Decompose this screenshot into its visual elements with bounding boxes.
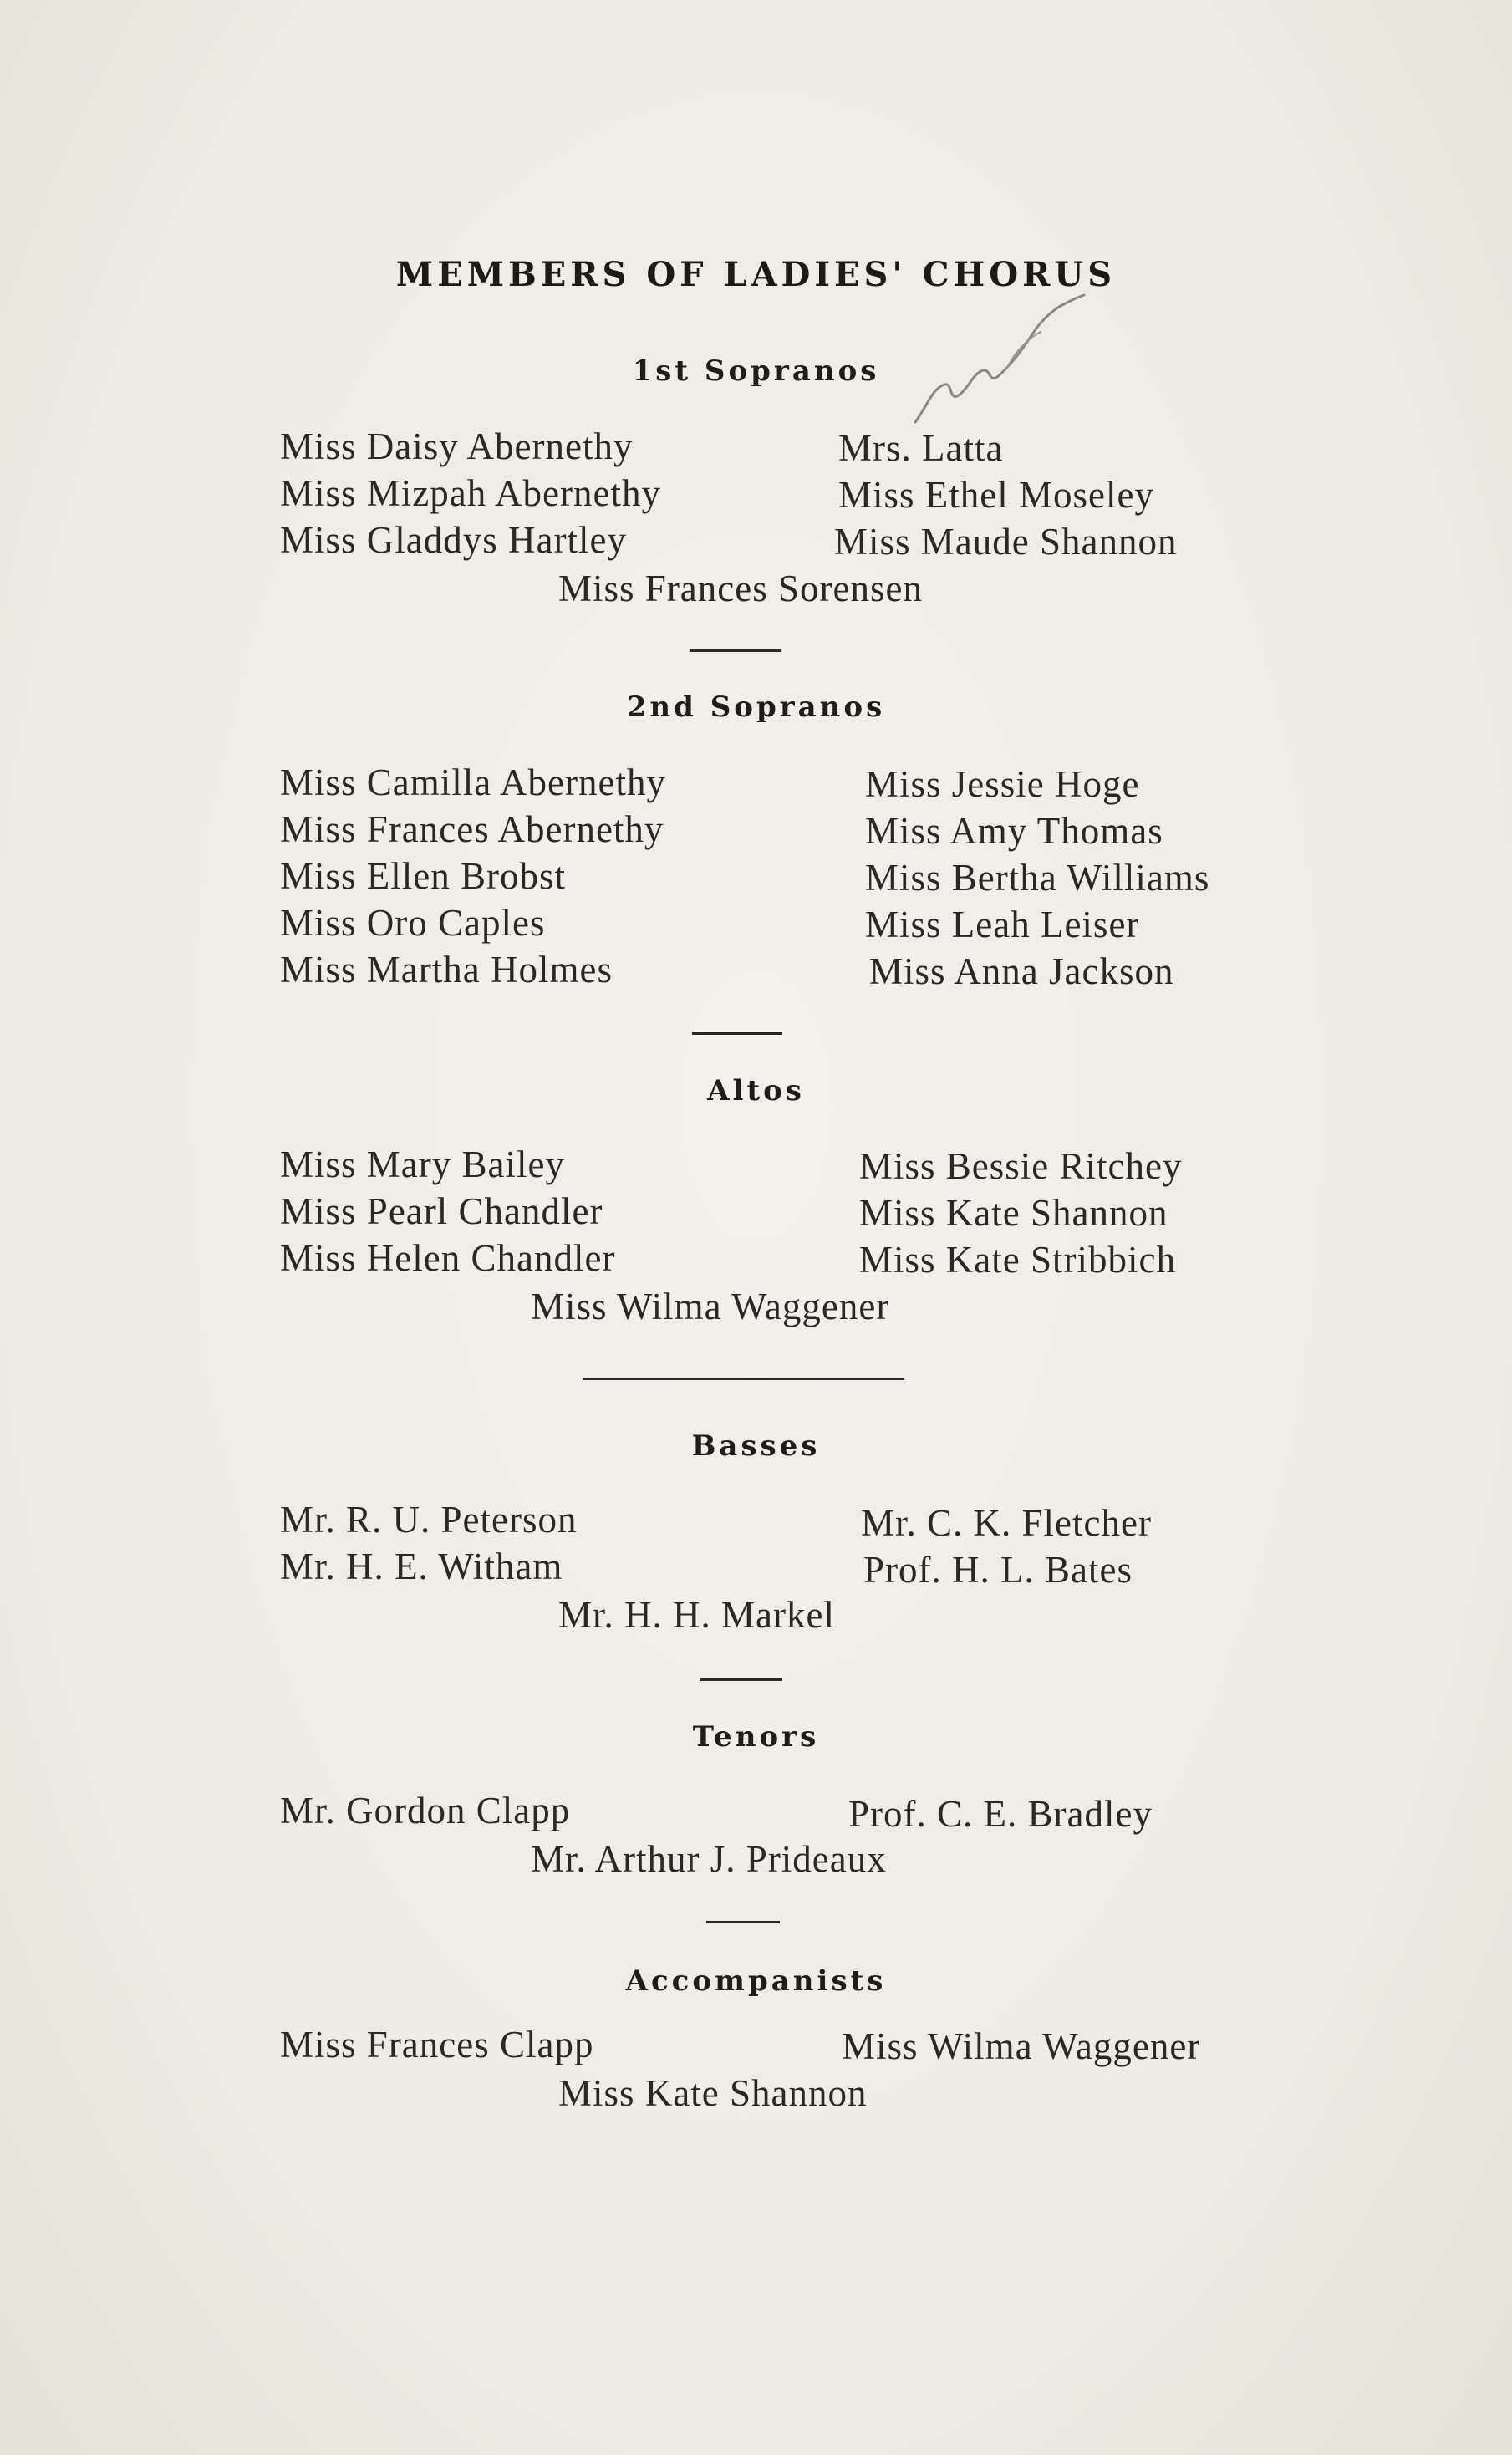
member-name: Miss Martha Holmes (280, 949, 613, 991)
document-title: MEMBERS OF LADIES' CHORUS (395, 255, 1117, 294)
member-name: Miss Oro Caples (280, 902, 546, 944)
member-name: Miss Amy Thomas (865, 810, 1163, 852)
member-name: Miss Ellen Brobst (280, 855, 567, 897)
member-name: Miss Gladdys Hartley (280, 519, 627, 561)
section-heading-tenors: Tenors (692, 1720, 820, 1754)
member-name: Prof. C. E. Bradley (848, 1793, 1153, 1835)
member-name: Miss Frances Sorensen (558, 568, 923, 609)
member-name: Miss Leah Leiser (865, 904, 1140, 945)
member-name: Mr. Gordon Clapp (280, 1790, 571, 1831)
member-name: Miss Kate Stribbich (859, 1239, 1176, 1281)
member-name: Miss Kate Shannon (558, 2072, 868, 2114)
member-name: Miss Ethel Moseley (838, 474, 1154, 516)
section-divider (700, 1678, 782, 1681)
member-name: Miss Jessie Hoge (865, 763, 1140, 805)
member-name: Miss Mizpah Abernethy (280, 472, 661, 514)
member-name: Mr. H. E. Witham (280, 1546, 563, 1587)
member-name: Mr. H. H. Markel (558, 1594, 835, 1636)
member-name: Miss Anna Jackson (869, 950, 1174, 992)
section-heading-1st-sopranos: 1st Sopranos (632, 354, 880, 388)
member-name: Miss Helen Chandler (280, 1237, 616, 1279)
section-divider (692, 1032, 782, 1035)
member-name: Miss Maude Shannon (834, 521, 1178, 563)
member-name: Miss Frances Abernethy (280, 808, 664, 850)
member-name: Miss Kate Shannon (859, 1192, 1168, 1234)
member-name: Miss Pearl Chandler (280, 1190, 603, 1232)
member-name: Miss Daisy Abernethy (280, 425, 634, 467)
section-divider (706, 1921, 780, 1923)
section-heading-2nd-sopranos: 2nd Sopranos (626, 690, 886, 724)
section-heading-altos: Altos (707, 1074, 805, 1108)
section-heading-accompanists: Accompanists (625, 1964, 887, 1998)
member-name: Prof. H. L. Bates (863, 1549, 1133, 1591)
member-name: Mr. R. U. Peterson (280, 1499, 578, 1541)
member-name: Miss Bertha Williams (865, 857, 1210, 899)
member-name: Miss Camilla Abernethy (280, 761, 666, 803)
section-divider (690, 649, 781, 652)
member-name: Miss Mary Bailey (280, 1143, 565, 1185)
member-name: Miss Bessie Ritchey (859, 1145, 1183, 1187)
member-name: Miss Wilma Waggener (842, 2025, 1201, 2067)
section-heading-basses: Basses (691, 1429, 821, 1463)
member-name: Miss Frances Clapp (280, 2024, 594, 2065)
member-name: Mr. Arthur J. Prideaux (531, 1838, 887, 1880)
member-name: Mr. C. K. Fletcher (861, 1502, 1152, 1544)
member-name: Mrs. Latta (838, 427, 1004, 469)
section-divider (583, 1378, 904, 1380)
member-name: Miss Wilma Waggener (531, 1286, 890, 1327)
